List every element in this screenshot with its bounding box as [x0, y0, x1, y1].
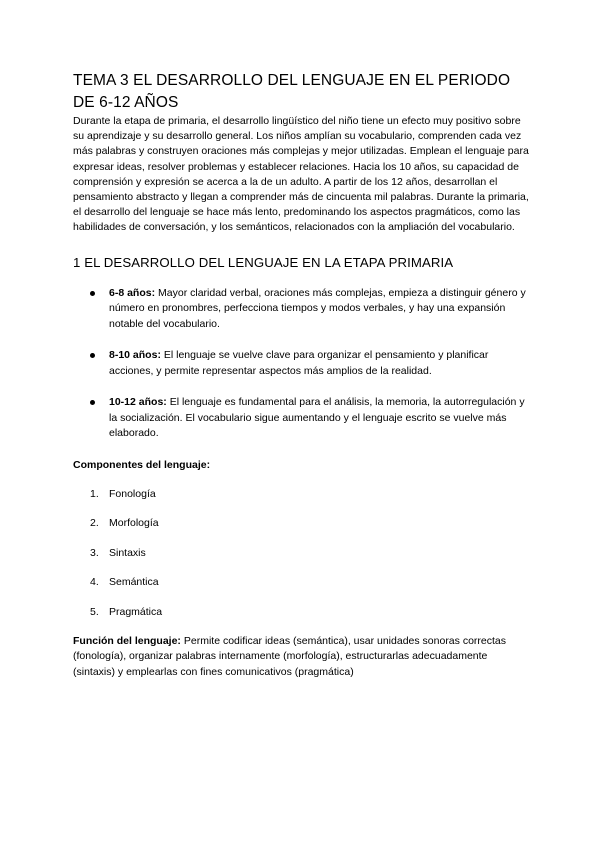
bullet-icon: [90, 291, 95, 296]
list-item: [73, 487, 531, 517]
list-item: [73, 546, 531, 576]
list-item: [73, 286, 531, 333]
bullet-term: 8-10 años:: [109, 349, 161, 362]
components-heading: Componentes del lenguaje:: [73, 458, 211, 471]
intro-paragraph: Durante la etapa de primaria, el desarrollo lingüístico del niño tiene un efecto muy positivo sobre su aprendizaje y su desarrollo general. Los niños amplían su vocabulario, comprenden cada vez más palabras y construyen oraciones más complejas y mejor utilizadas. Emplean el lenguaje para expresar ideas, resolver problemas y establecer relaciones. Hacia los 10 años, su capacidad de comprensión y expresión se acerca a la de un adulto. A partir de los 12 años, desarrollan el pensamiento abstracto y llegan a comprender más de cincuenta mil palabras. Durante la primaria, el desarrollo del lenguaje se hace más lento, predominando los aspectos pragmáticos, como las habilidades de conversación, y los semánticos, relacionados con la ampliación del vocabulario.: [73, 115, 529, 234]
bullet-icon: [90, 353, 95, 358]
list-item: [73, 395, 531, 442]
age-stage-list: [73, 286, 531, 442]
bullet-icon: [90, 400, 95, 405]
bullet-term: 6-8 años:: [109, 286, 156, 299]
list-item: [73, 348, 531, 379]
bullet-text: El lenguaje es fundamental para el análisis, la memoria, la autorregulación y la socialización. El vocabulario sigue aumentando y el lenguaje escrito se vuelve más elaborado.: [109, 396, 525, 440]
section-heading: 1 EL DESARROLLO DEL LENGUAJE EN LA ETAPA PRIMARIA: [73, 254, 454, 270]
function-paragraph: [73, 634, 531, 680]
list-number: 1.: [90, 487, 99, 500]
component-label: Pragmática: [109, 605, 163, 618]
component-label: Fonología: [109, 487, 156, 500]
list-item: [73, 575, 531, 605]
bullet-text: El lenguaje se vuelve clave para organizar el pensamiento y planificar acciones, y permite representar aspectos más amplios de la realidad.: [109, 349, 489, 377]
list-item: [73, 516, 531, 546]
component-label: Morfología: [109, 517, 159, 530]
document-page: [73, 70, 531, 680]
list-item: [73, 605, 531, 635]
bullet-term: 10-12 años:: [109, 396, 167, 409]
bullet-text: Mayor claridad verbal, oraciones más complejas, empieza a distinguir género y número en pronombres, perfecciona tiempos y modos verbales, y hay una expansión notable del vocabulario.: [109, 286, 526, 330]
components-list: [73, 487, 531, 635]
list-number: 2.: [90, 517, 99, 530]
list-number: 3.: [90, 546, 99, 559]
list-number: 4.: [90, 576, 99, 589]
function-text: Permite codificar ideas (semántica), usar unidades sonoras correctas (fonología), organizar palabras internamente (morfología), estructurarlas adecuadamente (sintaxis) y emplearlas con fines comunicativos (pragmática): [73, 635, 506, 678]
component-label: Semántica: [109, 576, 159, 589]
function-term: Función del lenguaje:: [73, 635, 181, 648]
component-label: Sintaxis: [109, 546, 146, 559]
document-title: TEMA 3 EL DESARROLLO DEL LENGUAJE EN EL PERIODO DE 6-12 AÑOS: [73, 72, 511, 111]
list-number: 5.: [90, 605, 99, 618]
